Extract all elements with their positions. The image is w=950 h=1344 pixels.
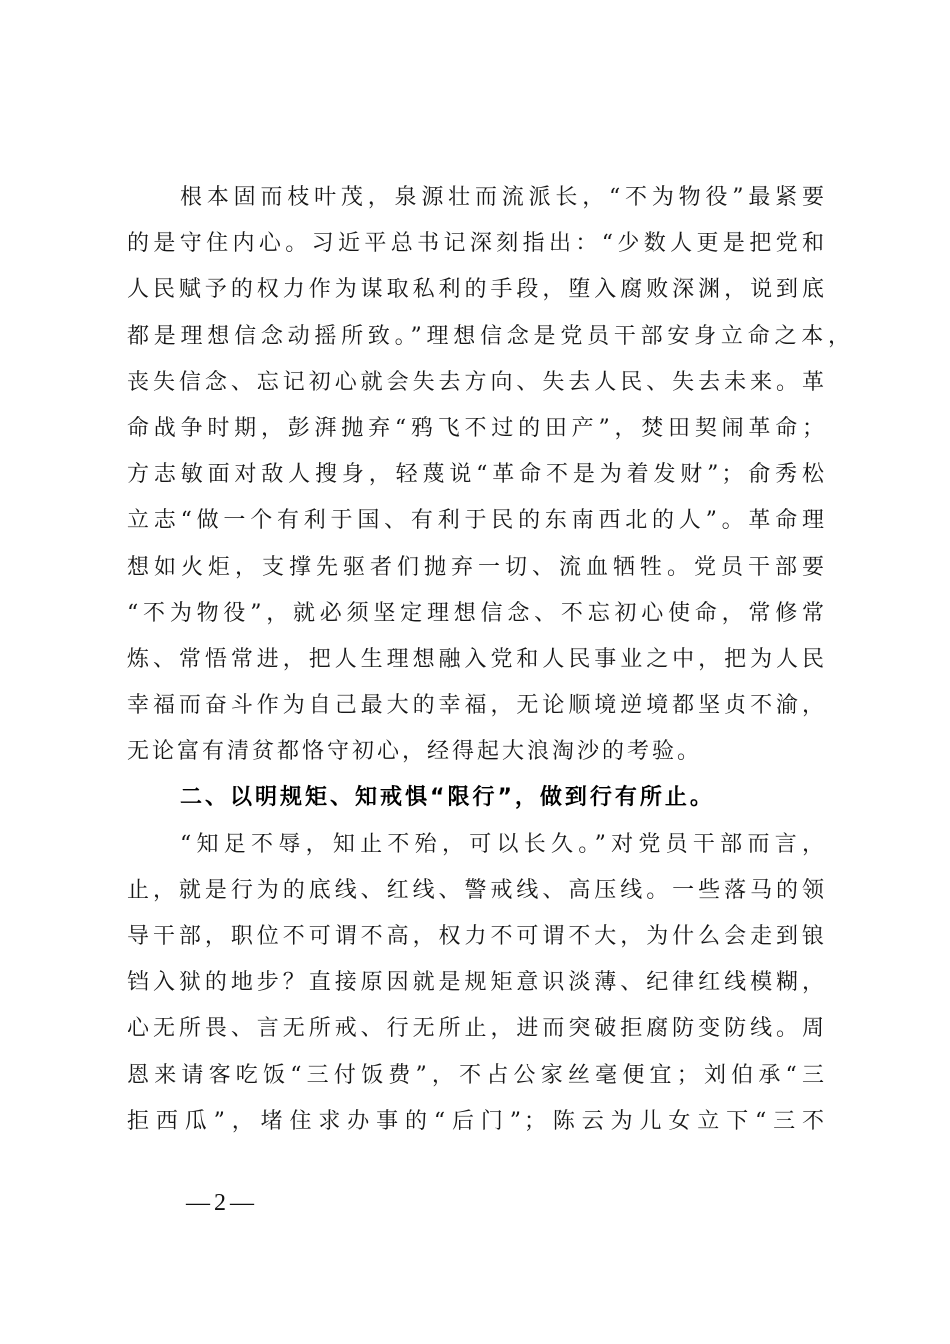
page-number-footer (186, 1188, 254, 1218)
paragraph-1-line: 立志“做一个有利于国、有利于民的东南西北的人”。革命理 (127, 508, 827, 534)
paragraph-2-line: 止，就是行为的底线、红线、警戒线、高压线。一些落马的领 (127, 877, 827, 903)
paragraph-2-line: 拒西瓜”，堵住求办事的“后门”；陈云为儿女立下“三不 (127, 1108, 827, 1134)
paragraph-1-line: 根本固而枝叶茂，泉源壮而流派长，“不为物役”最紧要 (180, 185, 827, 210)
paragraph-1-line: 想如火炬，支撑先驱者们抛弃一切、流血牺牲。党员干部要 (127, 554, 827, 580)
paragraph-1-line: 炼、常悟常进，把人生理想融入党和人民事业之中，把为人民 (127, 646, 827, 672)
paragraph-1-line: 命战争时期，彭湃抛弃“鸦飞不过的田产”，焚田契闹革命； (127, 415, 827, 441)
paragraph-1-line: 人民赋予的权力作为谋取私利的手段，堕入腐败深渊，说到底 (127, 277, 827, 303)
paragraph-1-line: 无论富有清贫都恪守初心，经得起大浪淘沙的考验。 (127, 739, 703, 765)
page-number: 2 (214, 1190, 226, 1216)
paragraph-2-line: 铛入狱的地步？直接原因就是规矩意识淡薄、纪律红线模糊， (127, 970, 827, 996)
paragraph-2-line: 心无所畏、言无所戒、行无所止，进而突破拒腐防变防线。周 (127, 1016, 827, 1042)
page-number-dash-right: — (230, 1190, 254, 1216)
paragraph-1-line: 都是理想信念动摇所致。”理想信念是党员干部安身立命之本， (127, 323, 853, 349)
paragraph-1-line: 幸福而奋斗作为自己最大的幸福，无论顺境逆境都坚贞不渝， (127, 693, 827, 719)
page-number-dash-left: — (186, 1190, 210, 1216)
paragraph-1-line: “不为物役”，就必须坚定理想信念、不忘初心使命，常修常 (127, 600, 827, 626)
paragraph-2-line: 恩来请客吃饭“三付饭费”，不占公家丝毫便宜；刘伯承“三 (127, 1062, 827, 1088)
body-text (127, 175, 853, 1145)
paragraph-1-line: 的是守住内心。习近平总书记深刻指出：“少数人更是把党和 (127, 231, 827, 257)
paragraph-2-line: “知足不辱，知止不殆，可以长久。”对党员干部而言， (180, 831, 827, 857)
section-heading: 二、以明规矩、知戒惧“限行”，做到行有所止。 (180, 785, 715, 811)
paragraph-2-line: 导干部，职位不可谓不高，权力不可谓不大，为什么会走到锒 (127, 924, 827, 949)
paragraph-1-line: 丧失信念、忘记初心就会失去方向、失去人民、失去未来。革 (127, 369, 827, 395)
paragraph-1-line: 方志敏面对敌人搜身，轻蔑说“革命不是为着发财”；俞秀松 (127, 462, 827, 488)
